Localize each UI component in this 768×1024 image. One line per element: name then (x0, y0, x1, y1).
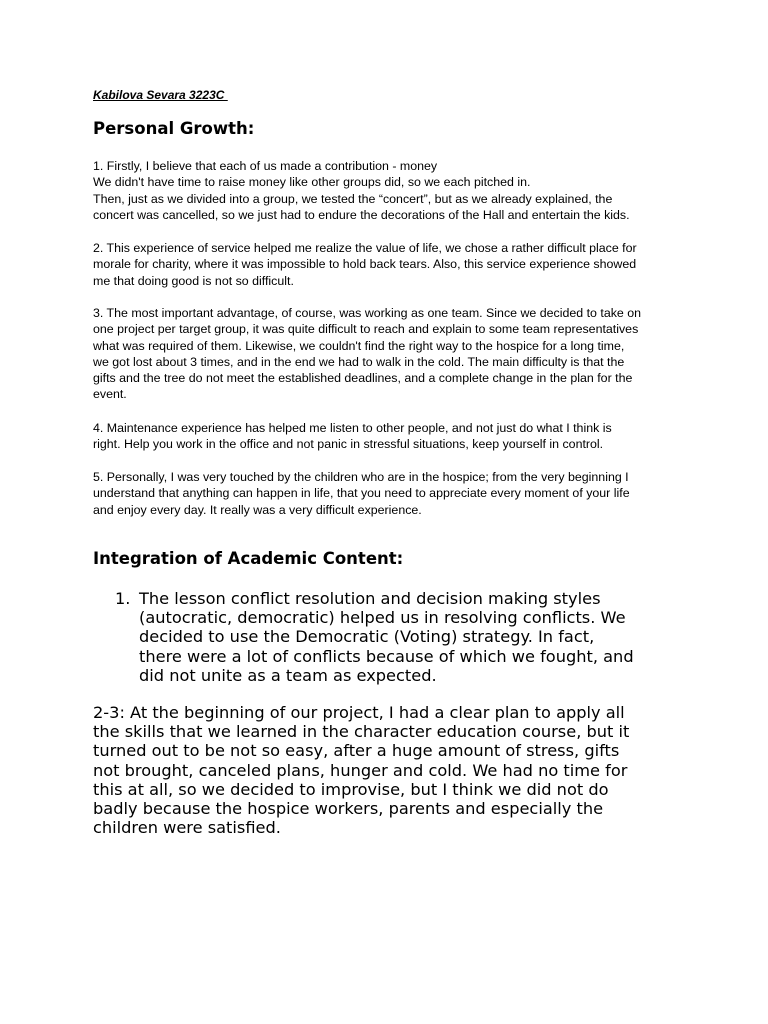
text-line: there were a lot of conflicts because of which we fought, and (139, 646, 634, 666)
personal-growth-item-4 (93, 420, 683, 453)
text-line: morale for charity, where it was impossible to hold back tears. Also, this service experience showed (93, 257, 637, 272)
text-line: understand that anything can happen in life, that you need to appreciate every moment of your life (93, 486, 630, 501)
list-number: 1. (115, 589, 131, 608)
text-line: badly because the hospice workers, parents and especially the (93, 799, 604, 819)
text-line: The lesson conflict resolution and decision making styles (139, 589, 601, 608)
text-line: (autocratic, democratic) helped us in resolving conflicts. We (139, 608, 626, 628)
text-line: children were satisfied. (93, 818, 281, 838)
list-item-text (139, 589, 684, 685)
text-line: gifts and the tree do not meet the established deadlines, and a complete change in the plan for the (93, 371, 633, 386)
text-line: this at all, so we decided to improvise, but I think we did not do (93, 779, 609, 799)
text-line: the skills that we learned in the character education course, but it (93, 722, 630, 742)
text-line: decided to use the Democratic (Voting) strategy. In fact, (139, 627, 595, 647)
text-line: did not unite as a team as expected. (139, 665, 437, 685)
personal-growth-item-5 (93, 469, 683, 518)
integration-heading: Integration of Academic Content: (93, 549, 404, 568)
text-line: Then, just as we divided into a group, we tested the “concert”, but as we already explained, the (93, 191, 613, 206)
integration-paragraph (93, 703, 693, 837)
text-line: 5. Personally, I was very touched by the children who are in the hospice; from the very beginning I (93, 470, 629, 484)
text-line: 2-3: At the beginning of our project, I had a clear plan to apply all (93, 703, 625, 722)
text-line: and enjoy every day. It really was a very difficult experience. (93, 502, 422, 517)
personal-growth-item-3 (93, 305, 683, 403)
personal-growth-item-1 (93, 158, 683, 223)
personal-growth-heading: Personal Growth: (93, 119, 255, 138)
text-line: event. (93, 387, 127, 402)
text-line: 3. The most important advantage, of course, was working as one team. Since we decided to take on (93, 306, 642, 320)
text-line: 1. Firstly, I believe that each of us made a contribution - money (93, 159, 438, 173)
text-line: me that doing good is not so difficult. (93, 273, 294, 288)
text-line: concert was cancelled, so we just had to endure the decorations of the Hall and entertain the kids. (93, 207, 630, 222)
text-line: not brought, canceled plans, hunger and cold. We had no time for (93, 760, 628, 780)
text-line: 2. This experience of service helped me realize the value of life, we chose a rather difficult place for (93, 241, 637, 255)
text-line: right. Help you work in the office and not panic in stressful situations, keep yourself in control. (93, 437, 604, 452)
text-line: turned out to be not so easy, after a huge amount of stress, gifts (93, 741, 620, 761)
text-line: what was required of them. Likewise, we couldn't find the right way to the hospice for a long time, (93, 338, 625, 353)
text-line: We didn't have time to raise money like other groups did, so we each pitched in. (93, 175, 531, 190)
text-line: we got lost about 3 times, and in the end we had to walk in the cold. The main difficulty is that the (93, 354, 625, 369)
author-line: Kabilova Sevara 3223C (93, 88, 228, 102)
text-line: one project per target group, it was quite difficult to reach and explain to some team representatives (93, 322, 639, 337)
text-line: 4. Maintenance experience has helped me listen to other people, and not just do what I think is (93, 421, 612, 435)
personal-growth-item-2 (93, 240, 683, 289)
